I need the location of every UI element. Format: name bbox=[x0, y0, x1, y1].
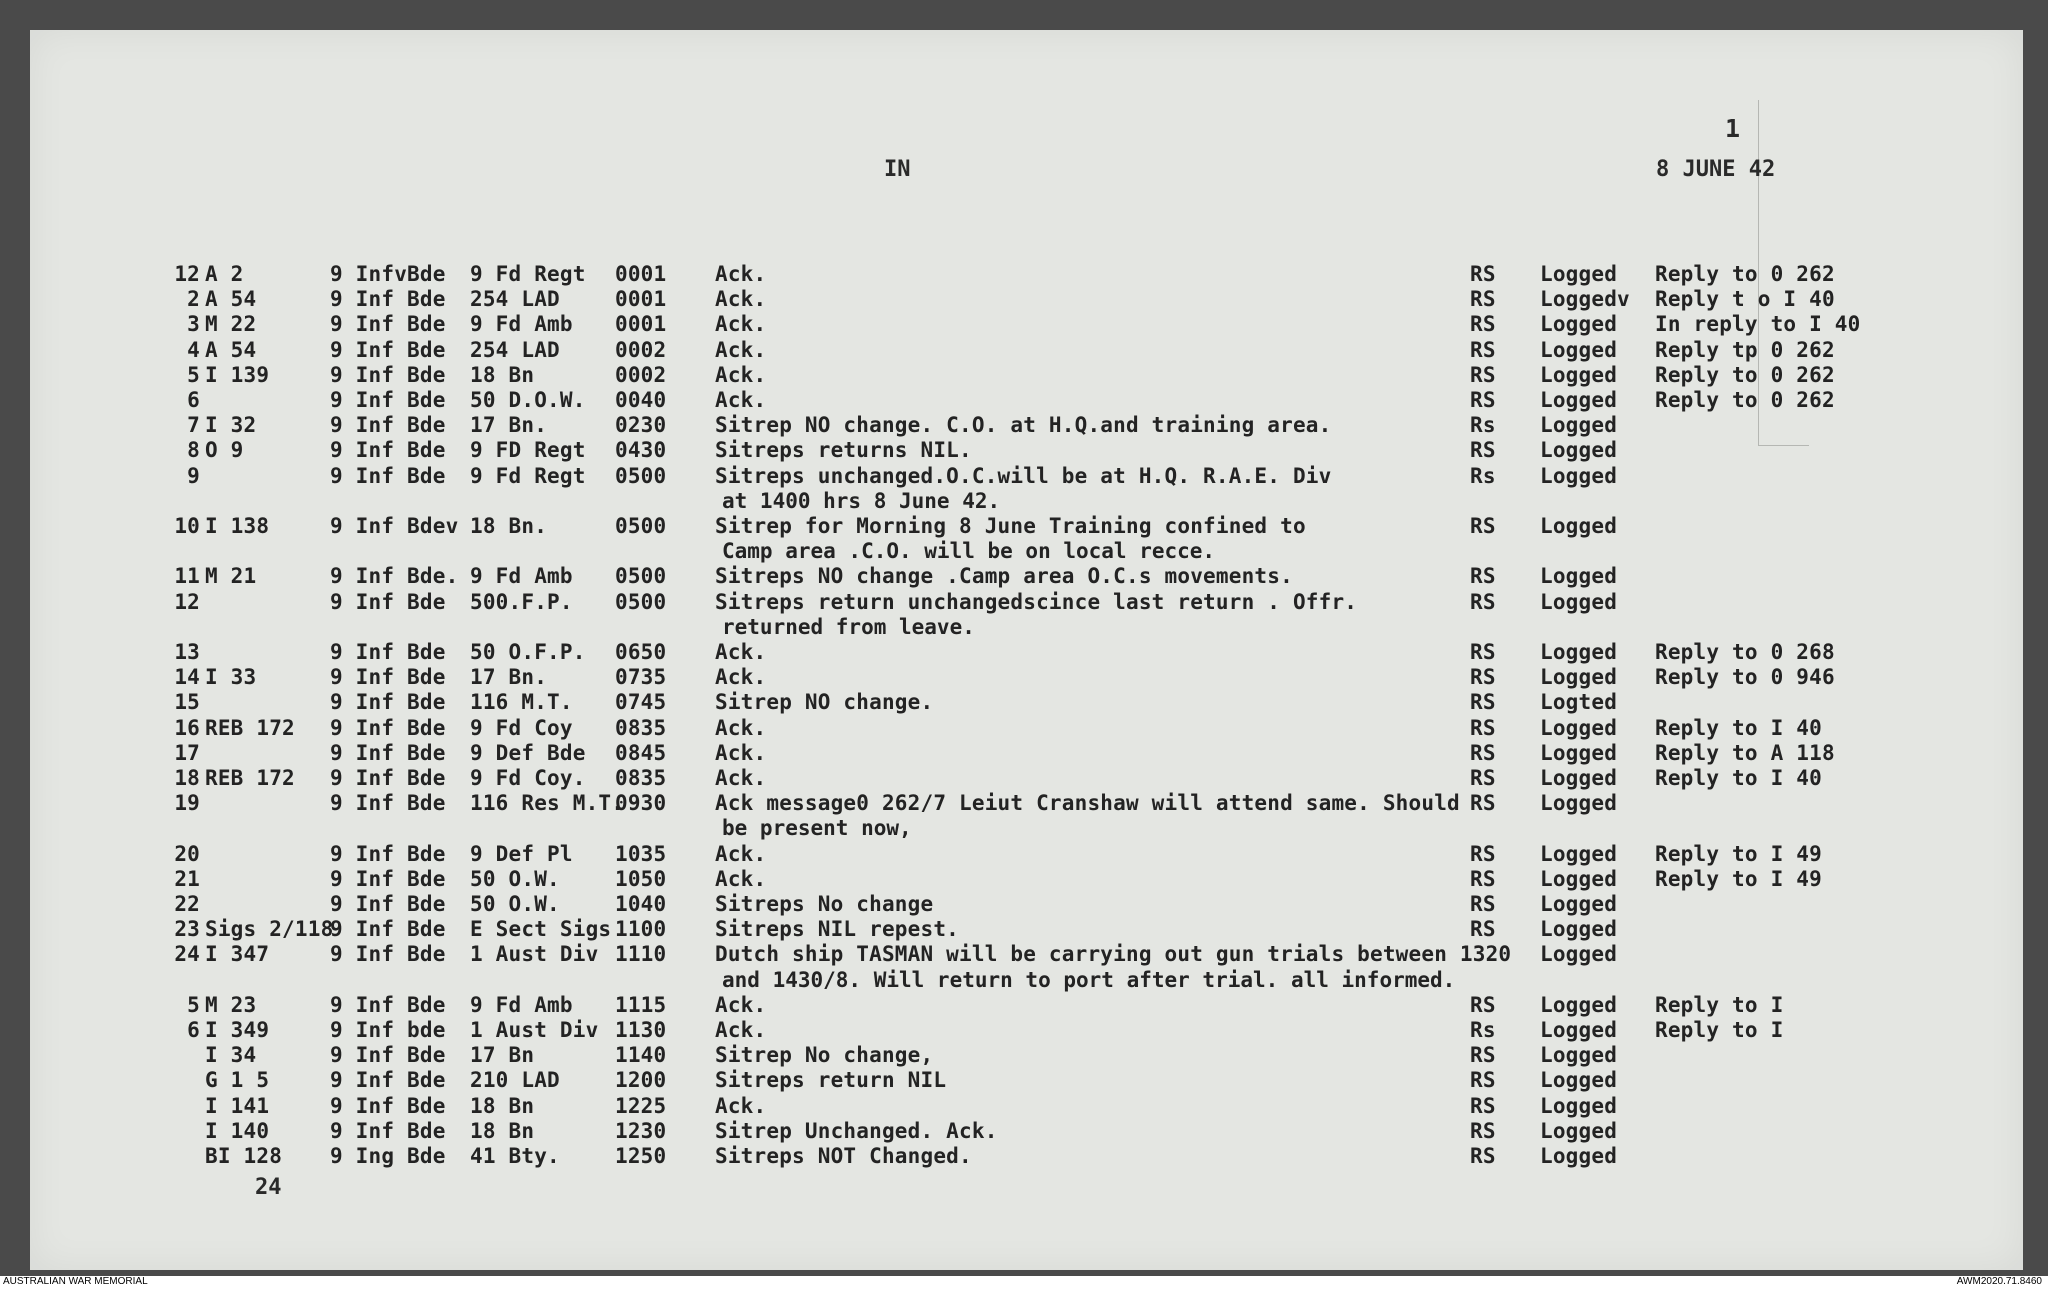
time-of-origin: 0001 bbox=[615, 312, 667, 336]
reply-reference: Reply to 0 262 bbox=[1655, 388, 1835, 412]
receiver-initials: RS bbox=[1470, 690, 1496, 714]
originator: 17 Bn. bbox=[470, 413, 548, 437]
row-number: 21 bbox=[174, 867, 200, 891]
footer-credit: AUSTRALIAN WAR MEMORIAL bbox=[3, 1276, 148, 1287]
log-status: Logged bbox=[1540, 262, 1618, 286]
row-number: 22 bbox=[174, 892, 200, 916]
originator: E Sect Sigs bbox=[470, 917, 612, 941]
log-row bbox=[0, 363, 1993, 387]
receiver-initials: RS bbox=[1470, 993, 1496, 1017]
addressee: 9 Inf Bde bbox=[330, 690, 446, 714]
log-row bbox=[0, 1018, 1993, 1042]
receiver-initials: RS bbox=[1470, 312, 1496, 336]
message-text: Ack. bbox=[715, 1094, 767, 1118]
row-number: 12 bbox=[174, 262, 200, 286]
originator: 254 LAD bbox=[470, 287, 560, 311]
log-status: Logged bbox=[1540, 741, 1618, 765]
receiver-initials: RS bbox=[1470, 338, 1496, 362]
row-number: 24 bbox=[174, 942, 200, 966]
time-of-origin: 1035 bbox=[615, 842, 667, 866]
message-text: Sitrep No change, bbox=[715, 1043, 934, 1067]
time-of-origin: 1040 bbox=[615, 892, 667, 916]
originator: 18 Bn bbox=[470, 1119, 535, 1143]
message-ref: I 141 bbox=[205, 1094, 270, 1118]
message-ref: REB 172 bbox=[205, 716, 295, 740]
message-ref: A 54 bbox=[205, 287, 257, 311]
time-of-origin: 0001 bbox=[615, 287, 667, 311]
time-of-origin: 0835 bbox=[615, 766, 667, 790]
reply-reference: Reply to 0 268 bbox=[1655, 640, 1835, 664]
log-row bbox=[0, 741, 1993, 765]
log-row bbox=[0, 1094, 1993, 1118]
log-status: Logged bbox=[1540, 1144, 1618, 1168]
log-status: Logged bbox=[1540, 716, 1618, 740]
addressee: 9 Inf Bde bbox=[330, 942, 446, 966]
date-heading: 8 JUNE 42 bbox=[1656, 157, 1776, 182]
message-ref: I 349 bbox=[205, 1018, 270, 1042]
originator: 1 Aust Div bbox=[470, 942, 599, 966]
receiver-initials: RS bbox=[1470, 741, 1496, 765]
log-row bbox=[0, 413, 1993, 437]
row-number: 18 bbox=[174, 766, 200, 790]
originator: 41 Bty. bbox=[470, 1144, 560, 1168]
originator: 9 Def Bde bbox=[470, 741, 586, 765]
log-row bbox=[0, 590, 1993, 614]
message-ref: I 139 bbox=[205, 363, 270, 387]
log-status: Logged bbox=[1540, 564, 1618, 588]
time-of-origin: 0650 bbox=[615, 640, 667, 664]
reply-reference: Reply to 0 946 bbox=[1655, 665, 1835, 689]
addressee: 9 Inf Bde bbox=[330, 413, 446, 437]
message-text: Sitreps No change bbox=[715, 892, 934, 916]
row-number: 13 bbox=[174, 640, 200, 664]
receiver-initials: RS bbox=[1470, 640, 1496, 664]
receiver-initials: RS bbox=[1470, 1144, 1496, 1168]
log-row bbox=[0, 867, 1993, 891]
originator: 9 FD Regt bbox=[470, 438, 586, 462]
message-ref: M 22 bbox=[205, 312, 257, 336]
message-text: Ack. bbox=[715, 867, 767, 891]
message-continuation: at 1400 hrs 8 June 42. bbox=[722, 489, 1001, 513]
log-row bbox=[0, 665, 1993, 689]
time-of-origin: 1100 bbox=[615, 917, 667, 941]
time-of-origin: 0500 bbox=[615, 590, 667, 614]
receiver-initials: RS bbox=[1470, 438, 1496, 462]
message-text: Sitreps returns NIL. bbox=[715, 438, 972, 462]
log-status: Logged bbox=[1540, 312, 1618, 336]
log-status: Logged bbox=[1540, 766, 1618, 790]
addressee: 9 Inf Bde bbox=[330, 1068, 446, 1092]
receiver-initials: RS bbox=[1470, 363, 1496, 387]
log-row bbox=[0, 262, 1993, 286]
originator: 9 Fd Amb bbox=[470, 312, 573, 336]
message-ref: I 33 bbox=[205, 665, 257, 689]
addressee: 9 Inf Bde. bbox=[330, 564, 459, 588]
log-row bbox=[0, 690, 1993, 714]
time-of-origin: 0001 bbox=[615, 262, 667, 286]
log-status: Logged bbox=[1540, 1018, 1618, 1042]
addressee: 9 Inf Bde bbox=[330, 464, 446, 488]
originator: 18 Bn bbox=[470, 363, 535, 387]
message-ref: I 138 bbox=[205, 514, 270, 538]
reply-reference: Reply to I bbox=[1655, 1018, 1784, 1042]
addressee: 9 Inf Bde bbox=[330, 438, 446, 462]
message-text: Ack. bbox=[715, 741, 767, 765]
originator: 9 Fd Regt bbox=[470, 464, 586, 488]
time-of-origin: 1140 bbox=[615, 1043, 667, 1067]
log-status: Logged bbox=[1540, 413, 1618, 437]
row-number: 7 bbox=[187, 413, 200, 437]
originator: 9 Fd Regt bbox=[470, 262, 586, 286]
originator: 50 D.O.W. bbox=[470, 388, 586, 412]
receiver-initials: RS bbox=[1470, 917, 1496, 941]
log-row bbox=[0, 514, 1993, 538]
addressee: 9 Inf Bde bbox=[330, 1043, 446, 1067]
log-status: Logged bbox=[1540, 438, 1618, 462]
message-ref: G 1 5 bbox=[205, 1068, 270, 1092]
message-text: Ack. bbox=[715, 312, 767, 336]
row-number: 5 bbox=[187, 363, 200, 387]
log-status: Logted bbox=[1540, 690, 1618, 714]
time-of-origin: 1230 bbox=[615, 1119, 667, 1143]
time-of-origin: 0040 bbox=[615, 388, 667, 412]
originator: 50 O.W. bbox=[470, 867, 560, 891]
message-ref: I 34 bbox=[205, 1043, 257, 1067]
message-text: Sitreps NIL repest. bbox=[715, 917, 960, 941]
log-row bbox=[0, 791, 1993, 815]
row-number: 12 bbox=[174, 590, 200, 614]
originator: 18 Bn bbox=[470, 1094, 535, 1118]
log-status: Logged bbox=[1540, 514, 1618, 538]
originator: 9 Fd Coy. bbox=[470, 766, 586, 790]
time-of-origin: 0500 bbox=[615, 514, 667, 538]
log-row bbox=[0, 942, 1993, 966]
receiver-initials: RS bbox=[1470, 287, 1496, 311]
footer-bar bbox=[0, 1276, 2048, 1289]
receiver-initials: RS bbox=[1470, 766, 1496, 790]
log-status: Logged bbox=[1540, 917, 1618, 941]
handwritten-total: 24 bbox=[255, 1175, 282, 1200]
receiver-initials: RS bbox=[1470, 1043, 1496, 1067]
message-continuation: and 1430/8. Will return to port after trial. all informed. bbox=[722, 968, 1456, 992]
log-row bbox=[0, 388, 1993, 412]
message-text: Sitreps unchanged.O.C.will be at H.Q. R.A.E. Div bbox=[715, 464, 1332, 488]
row-number: 9 bbox=[187, 464, 200, 488]
message-text: Ack. bbox=[715, 262, 767, 286]
reply-reference: Reply t o I 40 bbox=[1655, 287, 1835, 311]
row-number: 17 bbox=[174, 741, 200, 765]
time-of-origin: 0930 bbox=[615, 791, 667, 815]
row-number: 11 bbox=[174, 564, 200, 588]
originator: 210 LAD bbox=[470, 1068, 560, 1092]
message-text: Sitrep for Morning 8 June Training confined to bbox=[715, 514, 1306, 538]
row-number: 10 bbox=[174, 514, 200, 538]
log-status: Logged bbox=[1540, 791, 1618, 815]
receiver-initials: Rs bbox=[1470, 464, 1496, 488]
log-row bbox=[0, 438, 1993, 462]
row-number: 3 bbox=[187, 312, 200, 336]
log-status: Logged bbox=[1540, 388, 1618, 412]
originator: 50 O.W. bbox=[470, 892, 560, 916]
message-ref: BI 128 bbox=[205, 1144, 283, 1168]
addressee: 9 InfvBde bbox=[330, 262, 446, 286]
receiver-initials: RS bbox=[1470, 590, 1496, 614]
message-continuation: returned from leave. bbox=[722, 615, 975, 639]
reply-reference: Reply to I 40 bbox=[1655, 766, 1822, 790]
log-status: Loggedv bbox=[1540, 287, 1630, 311]
log-status: Logged bbox=[1540, 1119, 1618, 1143]
receiver-initials: RS bbox=[1470, 1094, 1496, 1118]
originator: 50 O.F.P. bbox=[470, 640, 586, 664]
log-status: Logged bbox=[1540, 363, 1618, 387]
reply-reference: Reply to A 118 bbox=[1655, 741, 1835, 765]
log-status: Logged bbox=[1540, 464, 1618, 488]
log-status: Logged bbox=[1540, 338, 1618, 362]
time-of-origin: 1200 bbox=[615, 1068, 667, 1092]
footer-accession-number: AWM2020.71.8460 bbox=[1956, 1276, 2042, 1287]
log-row bbox=[0, 564, 1993, 588]
log-status: Logged bbox=[1540, 993, 1618, 1017]
log-status: Logged bbox=[1540, 1043, 1618, 1067]
message-text: Ack. bbox=[715, 640, 767, 664]
message-text: Dutch ship TASMAN will be carrying out gun trials between 1320 bbox=[715, 942, 1512, 966]
addressee: 9 Inf Bde bbox=[330, 993, 446, 1017]
direction-heading: IN bbox=[884, 157, 911, 182]
addressee: 9 Inf Bde bbox=[330, 1119, 446, 1143]
message-text: Sitrep Unchanged. Ack. bbox=[715, 1119, 998, 1143]
originator: 254 LAD bbox=[470, 338, 560, 362]
message-text: Ack. bbox=[715, 766, 767, 790]
log-row bbox=[0, 287, 1993, 311]
row-number: 23 bbox=[174, 917, 200, 941]
originator: 9 Fd Amb bbox=[470, 993, 573, 1017]
receiver-initials: RS bbox=[1470, 388, 1496, 412]
row-number: 14 bbox=[174, 665, 200, 689]
log-row bbox=[0, 716, 1993, 740]
message-text: Ack. bbox=[715, 842, 767, 866]
originator: 9 Def Pl bbox=[470, 842, 573, 866]
log-status: Logged bbox=[1540, 640, 1618, 664]
time-of-origin: 1115 bbox=[615, 993, 667, 1017]
message-ref: M 21 bbox=[205, 564, 257, 588]
message-ref: REB 172 bbox=[205, 766, 295, 790]
addressee: 9 Inf Bde bbox=[330, 338, 446, 362]
addressee: 9 Inf Bde bbox=[330, 892, 446, 916]
log-row bbox=[0, 892, 1993, 916]
reply-reference: Reply tp 0 262 bbox=[1655, 338, 1835, 362]
receiver-initials: Rs bbox=[1470, 1018, 1496, 1042]
row-number: 4 bbox=[187, 338, 200, 362]
receiver-initials: RS bbox=[1470, 514, 1496, 538]
row-number: 2 bbox=[187, 287, 200, 311]
addressee: 9 Inf bde bbox=[330, 1018, 446, 1042]
receiver-initials: RS bbox=[1470, 1119, 1496, 1143]
time-of-origin: 1050 bbox=[615, 867, 667, 891]
time-of-origin: 1225 bbox=[615, 1094, 667, 1118]
reply-reference: Reply to I 49 bbox=[1655, 842, 1822, 866]
row-number: 16 bbox=[174, 716, 200, 740]
log-row bbox=[0, 1144, 1993, 1168]
log-row bbox=[0, 640, 1993, 664]
time-of-origin: 1130 bbox=[615, 1018, 667, 1042]
originator: 500.F.P. bbox=[470, 590, 573, 614]
originator: 116 M.T. bbox=[470, 690, 573, 714]
originator: 9 Fd Coy bbox=[470, 716, 573, 740]
addressee: 9 Inf Bde bbox=[330, 1094, 446, 1118]
addressee: 9 Inf Bde bbox=[330, 791, 446, 815]
reply-reference: Reply to I 49 bbox=[1655, 867, 1822, 891]
time-of-origin: 0002 bbox=[615, 338, 667, 362]
originator: 1 Aust Div bbox=[470, 1018, 599, 1042]
message-ref: A 2 bbox=[205, 262, 244, 286]
log-row bbox=[0, 1068, 1993, 1092]
originator: 17 Bn bbox=[470, 1043, 535, 1067]
addressee: 9 Inf Bde bbox=[330, 388, 446, 412]
log-row bbox=[0, 338, 1993, 362]
time-of-origin: 0500 bbox=[615, 564, 667, 588]
time-of-origin: 1250 bbox=[615, 1144, 667, 1168]
message-ref: I 347 bbox=[205, 942, 270, 966]
reply-reference: Reply to I bbox=[1655, 993, 1784, 1017]
addressee: 9 Inf Bde bbox=[330, 590, 446, 614]
message-ref: M 23 bbox=[205, 993, 257, 1017]
addressee: 9 Inf Bdev bbox=[330, 514, 459, 538]
time-of-origin: 0002 bbox=[615, 363, 667, 387]
message-text: Ack. bbox=[715, 1018, 767, 1042]
log-status: Logged bbox=[1540, 842, 1618, 866]
receiver-initials: Rs bbox=[1470, 413, 1496, 437]
log-status: Logged bbox=[1540, 892, 1618, 916]
receiver-initials: RS bbox=[1470, 867, 1496, 891]
log-row bbox=[0, 842, 1993, 866]
log-status: Logged bbox=[1540, 1094, 1618, 1118]
addressee: 9 Inf Bde bbox=[330, 665, 446, 689]
row-number: 8 bbox=[187, 438, 200, 462]
addressee: 9 Inf Bde bbox=[330, 917, 446, 941]
addressee: 9 Inf Bde bbox=[330, 842, 446, 866]
receiver-initials: RS bbox=[1470, 842, 1496, 866]
time-of-origin: 0735 bbox=[615, 665, 667, 689]
row-number: 6 bbox=[187, 388, 200, 412]
reply-reference: Reply to 0 262 bbox=[1655, 363, 1835, 387]
addressee: 9 Ing Bde bbox=[330, 1144, 446, 1168]
message-text: Ack. bbox=[715, 287, 767, 311]
addressee: 9 Inf Bde bbox=[330, 640, 446, 664]
receiver-initials: RS bbox=[1470, 564, 1496, 588]
message-text: Sitreps NOT Changed. bbox=[715, 1144, 972, 1168]
message-text: Sitreps return NIL bbox=[715, 1068, 947, 1092]
message-continuation: Camp area .C.O. will be on local recce. bbox=[722, 539, 1216, 563]
message-text: Sitrep NO change. C.O. at H.Q.and training area. bbox=[715, 413, 1332, 437]
message-text: Ack. bbox=[715, 363, 767, 387]
receiver-initials: RS bbox=[1470, 262, 1496, 286]
log-row bbox=[0, 464, 1993, 488]
row-number: 19 bbox=[174, 791, 200, 815]
originator: 17 Bn. bbox=[470, 665, 548, 689]
log-status: Logged bbox=[1540, 665, 1618, 689]
time-of-origin: 0430 bbox=[615, 438, 667, 462]
addressee: 9 Inf Bde bbox=[330, 867, 446, 891]
message-text: Sitrep NO change. bbox=[715, 690, 934, 714]
receiver-initials: RS bbox=[1470, 892, 1496, 916]
message-text: Sitreps NO change .Camp area O.C.s movements. bbox=[715, 564, 1293, 588]
addressee: 9 Inf Bde bbox=[330, 766, 446, 790]
message-ref: O 9 bbox=[205, 438, 244, 462]
message-text: Ack. bbox=[715, 993, 767, 1017]
addressee: 9 Inf Bde bbox=[330, 741, 446, 765]
time-of-origin: 0845 bbox=[615, 741, 667, 765]
log-row bbox=[0, 917, 1993, 941]
receiver-initials: RS bbox=[1470, 716, 1496, 740]
row-number: 6 bbox=[187, 1018, 200, 1042]
row-number: 20 bbox=[174, 842, 200, 866]
log-status: Logged bbox=[1540, 867, 1618, 891]
log-status: Logged bbox=[1540, 942, 1618, 966]
addressee: 9 Inf Bde bbox=[330, 287, 446, 311]
log-row bbox=[0, 993, 1993, 1017]
time-of-origin: 0500 bbox=[615, 464, 667, 488]
message-text: Ack message0 262/7 Leiut Cranshaw will attend same. Should bbox=[715, 791, 1460, 815]
addressee: 9 Inf Bde bbox=[330, 312, 446, 336]
reply-reference: In reply to I 40 bbox=[1655, 312, 1861, 336]
log-status: Logged bbox=[1540, 1068, 1618, 1092]
log-row bbox=[0, 766, 1993, 790]
message-text: Ack. bbox=[715, 716, 767, 740]
message-text: Ack. bbox=[715, 665, 767, 689]
reply-reference: Reply to 0 262 bbox=[1655, 262, 1835, 286]
message-text: Sitreps return unchangedscince last return . Offr. bbox=[715, 590, 1358, 614]
time-of-origin: 0230 bbox=[615, 413, 667, 437]
log-status: Logged bbox=[1540, 590, 1618, 614]
row-number: 15 bbox=[174, 690, 200, 714]
originator: 116 Res M.T. bbox=[470, 791, 625, 815]
originator: 9 Fd Amb bbox=[470, 564, 573, 588]
time-of-origin: 0745 bbox=[615, 690, 667, 714]
addressee: 9 Inf Bde bbox=[330, 363, 446, 387]
page-number: 1 bbox=[1725, 114, 1741, 143]
log-row bbox=[0, 1043, 1993, 1067]
reply-reference: Reply to I 40 bbox=[1655, 716, 1822, 740]
message-text: Ack. bbox=[715, 338, 767, 362]
message-text: Ack. bbox=[715, 388, 767, 412]
log-row bbox=[0, 312, 1993, 336]
message-ref: Sigs 2/118 bbox=[205, 917, 334, 941]
message-ref: I 32 bbox=[205, 413, 257, 437]
time-of-origin: 0835 bbox=[615, 716, 667, 740]
message-ref: I 140 bbox=[205, 1119, 270, 1143]
receiver-initials: RS bbox=[1470, 791, 1496, 815]
time-of-origin: 1110 bbox=[615, 942, 667, 966]
receiver-initials: RS bbox=[1470, 1068, 1496, 1092]
log-row bbox=[0, 1119, 1993, 1143]
message-continuation: be present now, bbox=[722, 816, 912, 840]
originator: 18 Bn. bbox=[470, 514, 548, 538]
message-ref: A 54 bbox=[205, 338, 257, 362]
row-number: 5 bbox=[187, 993, 200, 1017]
receiver-initials: RS bbox=[1470, 665, 1496, 689]
addressee: 9 Inf Bde bbox=[330, 716, 446, 740]
